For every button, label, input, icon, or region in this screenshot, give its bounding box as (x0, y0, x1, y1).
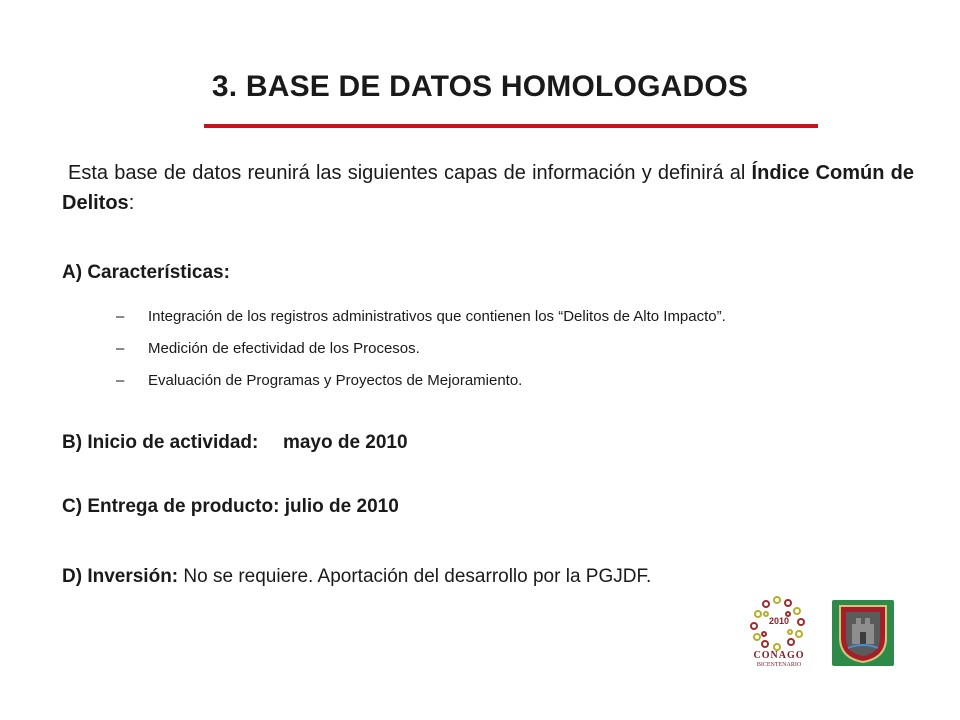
list-item-text: Medición de efectividad de los Procesos. (148, 339, 420, 357)
intro-tail: : (128, 192, 135, 214)
conago-year: 2010 (768, 616, 790, 626)
section-c-value: julio de 2010 (284, 496, 399, 517)
conago-bicentenario-logo (744, 594, 814, 674)
section-d (62, 566, 651, 588)
conago-name: CONAGO (753, 650, 805, 661)
section-d-value: No se requiere. Aportación del desarrollo por la PGJDF. (183, 566, 652, 587)
characteristics-list (116, 300, 916, 396)
dash-bullet-icon: – (116, 339, 125, 357)
dash-bullet-icon: – (116, 371, 125, 389)
intro-paragraph (62, 158, 914, 218)
section-d-label: D) Inversión: (62, 566, 179, 587)
title-underline (204, 124, 818, 128)
section-c (62, 496, 399, 518)
list-item (116, 332, 916, 364)
intro-bold-term: Índice Común de Delitos (62, 162, 915, 214)
conago-sub: BICENTENARIO (756, 662, 802, 668)
shield-icon (832, 600, 894, 666)
dash-bullet-icon: – (116, 307, 125, 325)
section-c-label: C) Entrega de producto: (62, 496, 280, 517)
list-item-text: Integración de los registros administrativos que contienen los “Delitos de Alto Impacto”. (148, 307, 726, 325)
list-item (116, 300, 916, 332)
section-b-value: mayo de 2010 (282, 432, 408, 453)
section-b-label: B) Inicio de actividad: (62, 432, 259, 453)
section-a-heading: A) Características: (62, 262, 230, 283)
list-item (116, 364, 916, 396)
section-b (62, 432, 408, 454)
footer-logos (744, 594, 896, 674)
intro-text: Esta base de datos reunirá las siguientes capas de información y definirá al (68, 162, 746, 184)
list-item-text: Evaluación de Programas y Proyectos de Mejoramiento. (148, 371, 523, 389)
page-title: 3. BASE DE DATOS HOMOLOGADOS (211, 70, 749, 103)
coat-of-arms-logo (832, 600, 894, 666)
